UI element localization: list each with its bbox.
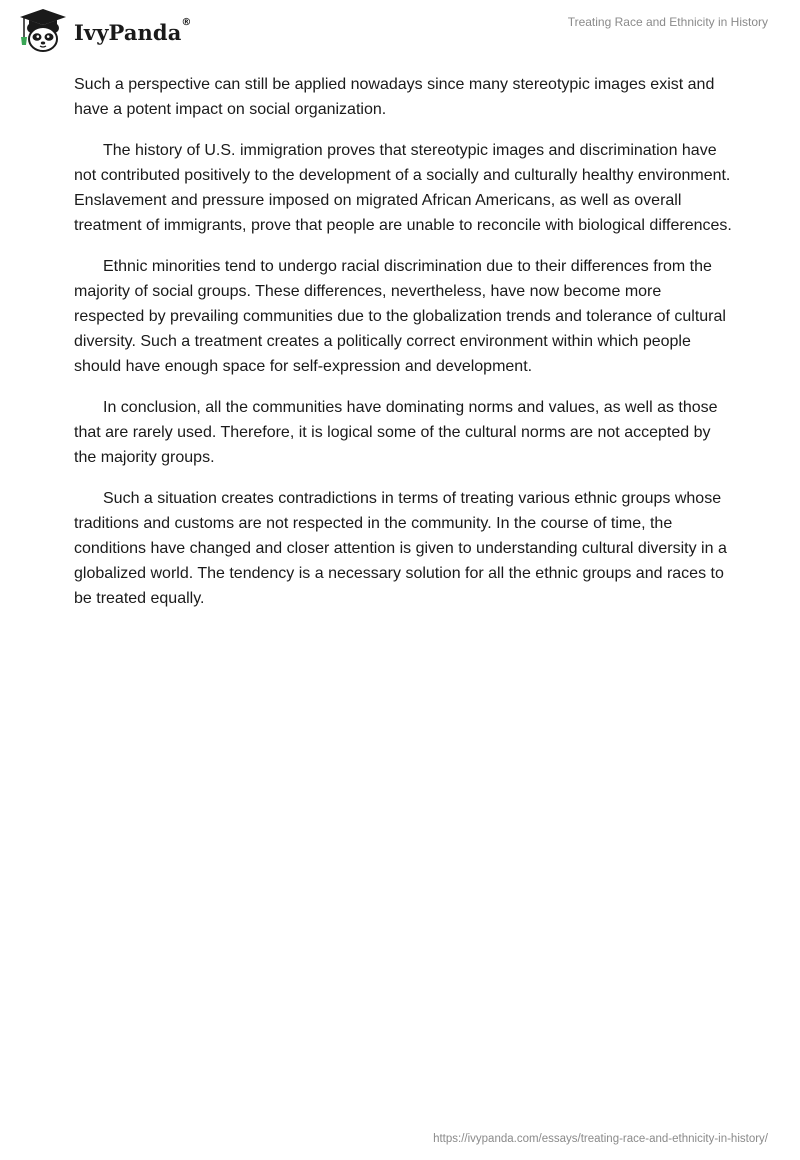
paragraph: The history of U.S. immigration proves that stereotypic images and discrimination have not contributed positively to the development of a socially and culturally healthy environment. Enslavement and pressure imposed on migrated African Americans, as well as overall treatment of immigrants, prove that people are unable to reconcile with biological differences. [74,142,732,234]
panda-logo-icon [14,8,72,54]
brand-logo[interactable] [14,8,192,54]
brand-name: IvyPanda® [74,16,192,45]
source-url-link[interactable]: https://ivypanda.com/essays/treating-race-and-ethnicity-in-history/ [433,1133,768,1145]
paragraph: Ethnic minorities tend to undergo racial discrimination due to their differences from the majority of social groups. These differences, nevertheless, have now become more respected by prevailing communities due to the globalization trends and tolerance of cultural diversity. Such a treatment creates a politically correct environment within which people should have enough space for self-expression and development. [74,258,726,375]
registered-mark: ® [181,16,192,28]
document-title: Treating Race and Ethnicity in History [567,15,768,29]
essay-body [74,72,734,627]
paragraph: In conclusion, all the communities have dominating norms and values, as well as those that are rarely used. Therefore, it is logical some of the cultural norms are not accepted by the majority groups. [74,399,718,466]
paragraph: Such a situation creates contradictions in terms of treating various ethnic groups whose traditions and customs are not respected in the community. In the course of time, the conditions have changed and closer attention is given to understanding cultural diversity in a globalized world. The tendency is a necessary solution for all the ethnic groups and races to be treated equally. [74,490,727,607]
page-header [0,0,800,64]
paragraph: Such a perspective can still be applied nowadays since many stereotypic images exist and have a potent impact on social organization. [74,76,715,118]
